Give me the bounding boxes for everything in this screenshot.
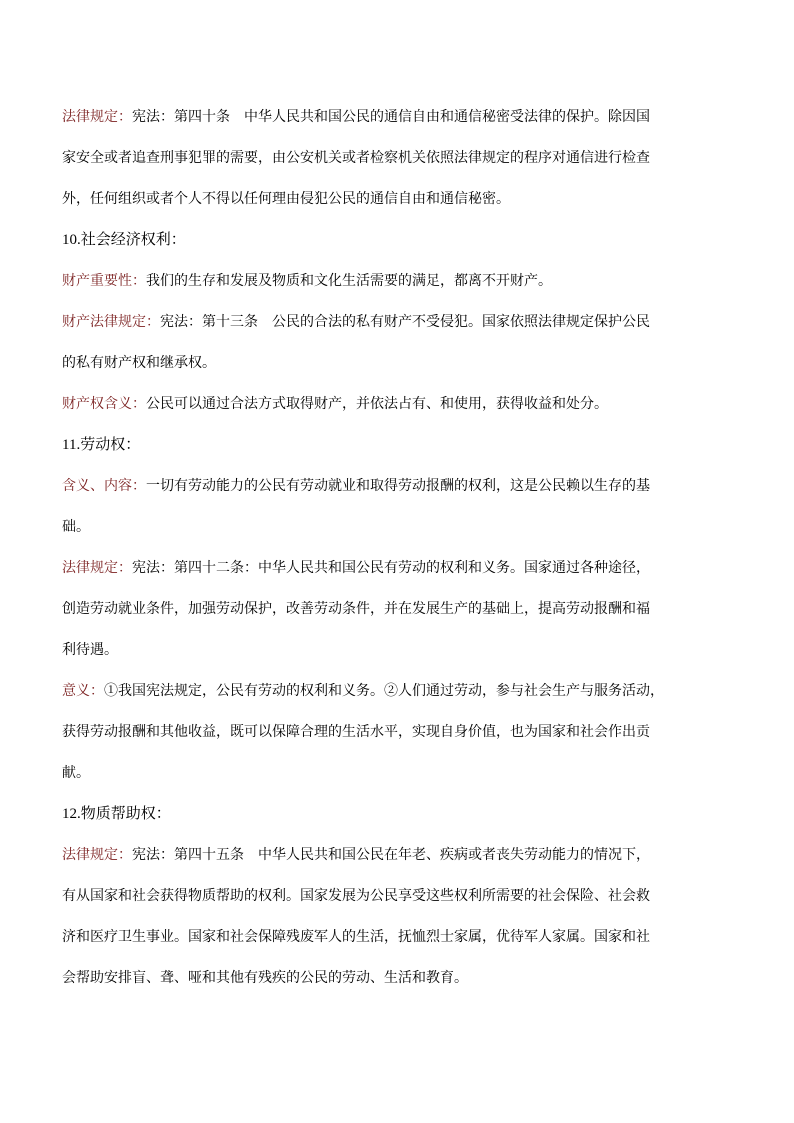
body-text: 献。 bbox=[62, 765, 90, 781]
body-text: 一切有劳动能力的公民有劳动就业和取得劳动报酬的权利，这是公民赖以生存的基 bbox=[146, 478, 650, 494]
body-text: 家安全或者追查刑事犯罪的需要，由公安机关或者检察机关依照法律规定的程序对通信进行检查 bbox=[62, 150, 650, 166]
body-text: ①我国宪法规定，公民有劳动的权利和义务。②人们通过劳动，参与社会生产与服务活动， bbox=[104, 683, 664, 699]
text-line bbox=[62, 551, 742, 592]
term-label: 法律规定： bbox=[62, 847, 132, 863]
heading-text: 10.社会经济权利： bbox=[62, 232, 186, 248]
text-line bbox=[62, 264, 742, 305]
term-label: 含义、内容： bbox=[62, 478, 146, 494]
text-line bbox=[62, 510, 742, 551]
body-text: 的私有财产权和继承权。 bbox=[62, 355, 216, 371]
body-text: 会帮助安排盲、聋、哑和其他有残疾的公民的劳动、生活和教育。 bbox=[62, 970, 468, 986]
body-text: 利待遇。 bbox=[62, 642, 118, 658]
section-heading bbox=[62, 428, 742, 469]
term-label: 法律规定： bbox=[62, 560, 132, 576]
section-heading bbox=[62, 223, 742, 264]
section-heading bbox=[62, 797, 742, 838]
text-line bbox=[62, 387, 742, 428]
text-line bbox=[62, 920, 742, 961]
text-line bbox=[62, 469, 742, 510]
body-text: 础。 bbox=[62, 519, 90, 535]
body-text: 我们的生存和发展及物质和文化生活需要的满足，都离不开财产。 bbox=[146, 273, 552, 289]
body-text: 公民可以通过合法方式取得财产，并依法占有、和使用，获得收益和处分。 bbox=[146, 396, 608, 412]
body-text: 外，任何组织或者个人不得以任何理由侵犯公民的通信自由和通信秘密。 bbox=[62, 191, 510, 207]
body-text: 宪法：第四十条 中华人民共和国公民的通信自由和通信秘密受法律的保护。除因国 bbox=[132, 109, 650, 125]
document-page bbox=[62, 100, 742, 1002]
text-line bbox=[62, 305, 742, 346]
text-line bbox=[62, 100, 742, 141]
text-line bbox=[62, 879, 742, 920]
body-text: 有从国家和社会获得物质帮助的权利。国家发展为公民享受这些权利所需要的社会保险、社会救 bbox=[62, 888, 650, 904]
term-label: 财产重要性： bbox=[62, 273, 146, 289]
term-label: 财产权含义： bbox=[62, 396, 146, 412]
text-line bbox=[62, 838, 742, 879]
text-line bbox=[62, 182, 742, 223]
body-text: 宪法：第四十五条 中华人民共和国公民在年老、疾病或者丧失劳动能力的情况下， bbox=[132, 847, 650, 863]
text-line bbox=[62, 141, 742, 182]
heading-text: 12.物质帮助权： bbox=[62, 806, 171, 822]
text-line bbox=[62, 715, 742, 756]
body-text: 获得劳动报酬和其他收益，既可以保障合理的生活水平，实现自身价值，也为国家和社会作出贡 bbox=[62, 724, 650, 740]
text-line bbox=[62, 756, 742, 797]
body-text: 宪法：第十三条 公民的合法的私有财产不受侵犯。国家依照法律规定保护公民 bbox=[160, 314, 650, 330]
term-label: 法律规定： bbox=[62, 109, 132, 125]
body-text: 济和医疗卫生事业。国家和社会保障残废军人的生活，抚恤烈士家属，优待军人家属。国家和社 bbox=[62, 929, 650, 945]
body-text: 宪法：第四十二条：中华人民共和国公民有劳动的权利和义务。国家通过各种途径， bbox=[132, 560, 650, 576]
heading-text: 11.劳动权： bbox=[62, 437, 141, 453]
text-line bbox=[62, 674, 742, 715]
body-text: 创造劳动就业条件，加强劳动保护，改善劳动条件，并在发展生产的基础上，提高劳动报酬和福 bbox=[62, 601, 650, 617]
text-line bbox=[62, 961, 742, 1002]
term-label: 财产法律规定： bbox=[62, 314, 160, 330]
text-line bbox=[62, 633, 742, 674]
text-line bbox=[62, 346, 742, 387]
term-label: 意义： bbox=[62, 683, 104, 699]
text-line bbox=[62, 592, 742, 633]
